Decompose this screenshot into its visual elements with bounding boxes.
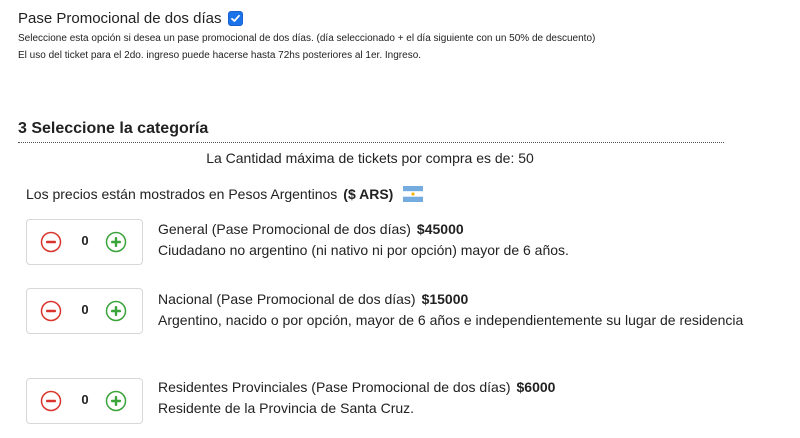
section-divider [18,142,724,143]
minus-circle-icon[interactable] [40,300,62,322]
ticket-info-residentes [158,377,758,419]
section-title: 3 Seleccione la categoría [18,120,209,137]
promo-note: El uso del ticket para el 2do. ingreso puede hacerse hasta 72hs posteriores al 1er. Ingreso. [18,50,422,61]
minus-circle-icon[interactable] [40,231,62,253]
ticket-title: General (Pase Promocional de dos días) [158,221,411,237]
promo-description: Seleccione esta opción si desea un pase promocional de dos días. (día seleccionado + el día siguiente con un 50% de descuento) [18,33,596,44]
ticket-count: 0 [81,302,89,317]
promo-title: Pase Promocional de dos días [18,10,222,27]
plus-circle-icon[interactable] [105,390,127,412]
argentina-flag-icon [403,184,423,204]
currency-label: ($ ARS) [343,186,394,202]
minus-circle-icon[interactable] [40,390,62,412]
ticket-price: $45000 [416,221,464,237]
ticket-info-nacional [158,289,758,331]
ticket-title: Residentes Provinciales (Pase Promocional de dos días) [158,379,511,395]
ticket-description: Residente de la Provincia de Santa Cruz. [158,400,415,416]
max-tickets-text: La Cantidad máxima de tickets por compra es de: 50 [206,150,534,166]
ticket-description: Argentino, nacido o por opción, mayor de 6 años e independientemente su lugar de residencia [158,312,744,328]
ticket-price: $6000 [516,379,556,395]
ticket-stepper-nacional [26,288,143,334]
ticket-title: Nacional (Pase Promocional de dos días) [158,291,416,307]
ticket-stepper-residentes [26,378,143,424]
promo-checkbox[interactable] [228,11,243,26]
promo-header [18,10,243,27]
plus-circle-icon[interactable] [105,300,127,322]
ticket-stepper-general [26,219,143,265]
ticket-count: 0 [81,233,89,248]
ticket-description: Ciudadano no argentino (ni nativo ni por opción) mayor de 6 años. [158,242,569,258]
ticket-info-general [158,219,758,261]
ticket-count: 0 [81,392,89,407]
plus-circle-icon[interactable] [105,231,127,253]
prices-info [26,184,423,204]
prices-text: Los precios están mostrados en Pesos Argentinos [26,186,338,202]
ticket-price: $15000 [421,291,469,307]
